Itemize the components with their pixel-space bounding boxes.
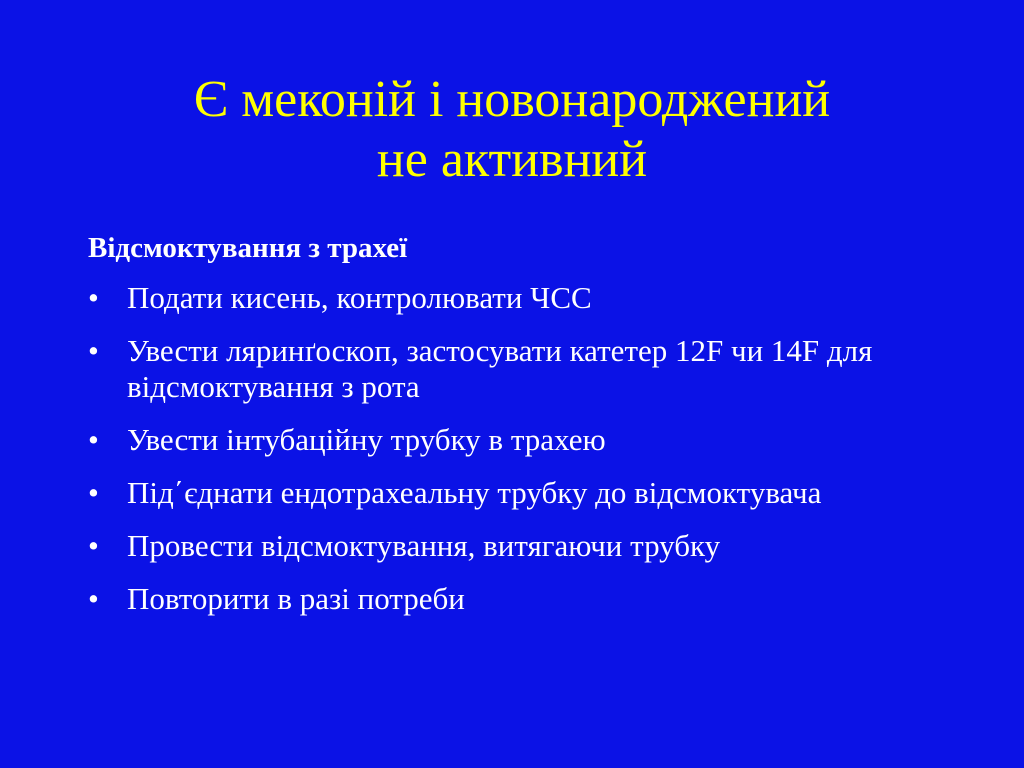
bullet-item [88,528,948,564]
title-line-1: Є меконій і новонароджений [193,71,831,128]
bullet-text: Повторити в разі потреби [127,581,465,616]
bullet-list [88,280,948,617]
bullet-item [88,422,948,458]
slide-body [88,228,948,634]
bullet-text: Під΄єднати ендотрахеальну трубку до відсмоктувача [127,475,822,510]
bullet-icon: • [88,422,99,457]
bullet-icon: • [88,333,99,368]
bullet-icon: • [88,475,99,510]
bullet-text: Подати кисень, контролювати ЧСС [127,280,592,315]
subheading: Відсмоктування з трахеї [88,232,408,264]
bullet-icon: • [88,581,99,616]
bullet-text: Увести інтубаційну трубку в трахею [127,422,606,457]
bullet-item [88,333,948,405]
bullet-item [88,280,948,316]
title-line-2: не активний [376,131,648,188]
bullet-text: Увести ляринґоскоп, застосувати катетер 12F чи 14F для відсмоктування з рота [127,333,873,404]
bullet-item [88,581,948,617]
bullet-icon: • [88,528,99,563]
slide-title [0,70,1024,190]
bullet-icon: • [88,280,99,315]
bullet-item [88,475,948,511]
bullet-text: Провести відсмоктування, витягаючи трубку [127,528,721,563]
